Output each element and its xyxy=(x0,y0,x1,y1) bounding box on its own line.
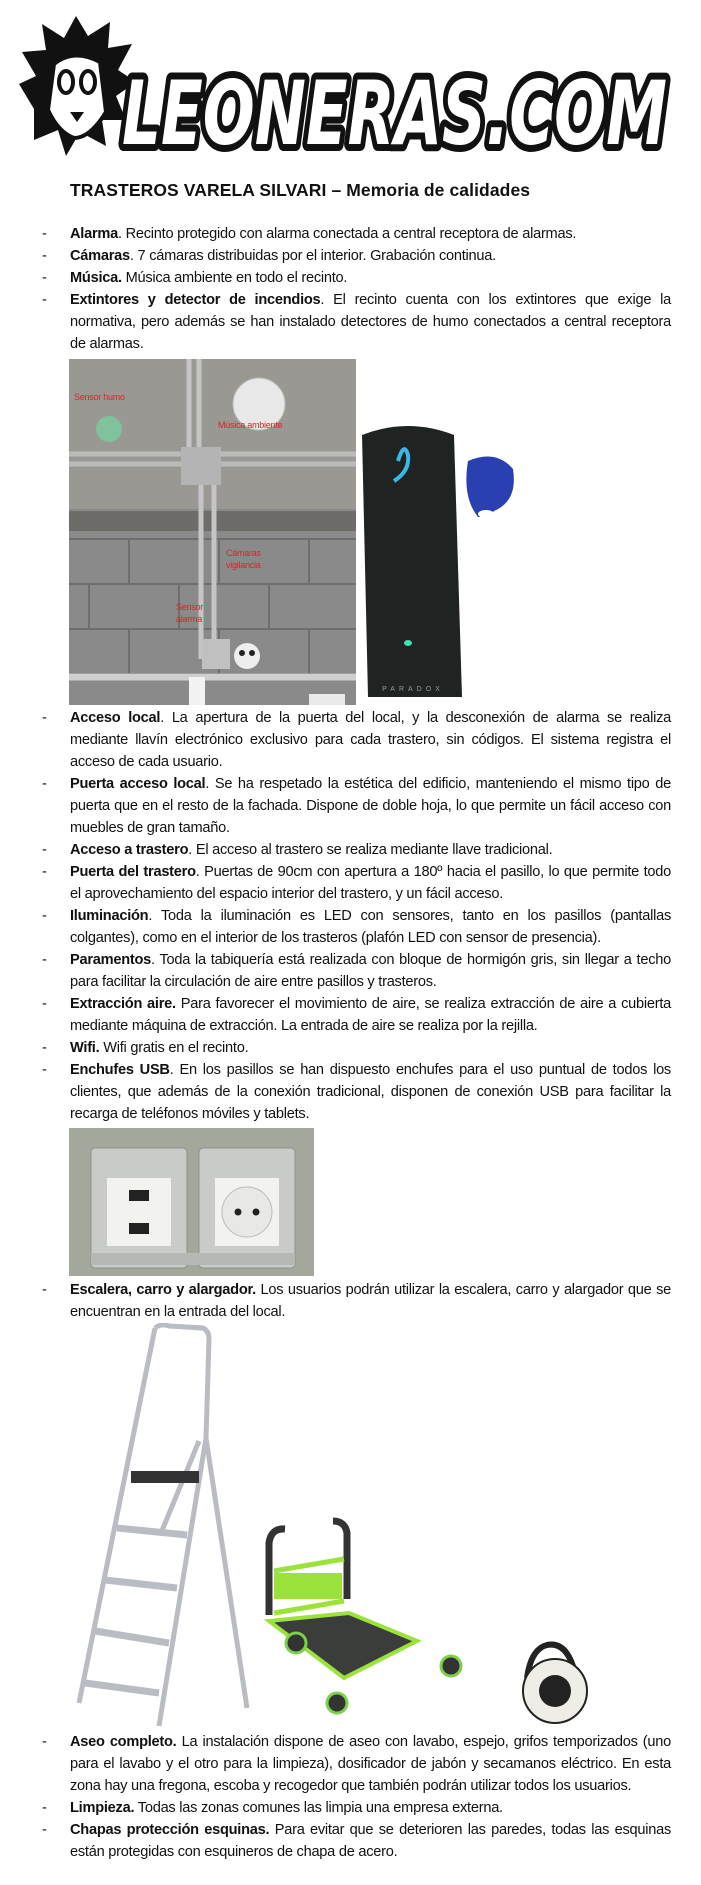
item-text: Toda la iluminación es LED con sensores, tanto en los pasillos (pantallas colgantes), como en el interior de los trasteros (plafón LED con sensor de presencia). xyxy=(70,908,671,946)
item-label: Paramentos xyxy=(70,952,152,968)
item-text: Para favorecer el movimiento de aire, se realiza extracción de aire a cubierta mediante máquina de extracción. La entrada de aire se realiza por la rejilla. xyxy=(70,996,671,1034)
equipment-photo xyxy=(0,1323,701,1731)
list-item xyxy=(0,905,701,949)
item-label: Escalera, carro y alargador. xyxy=(70,1282,256,1298)
item-text: Todas las zonas comunes las limpia una empresa externa. xyxy=(134,1800,503,1816)
item-label: Puerta acceso local xyxy=(70,776,206,792)
ceiling-installation-photo xyxy=(69,359,356,705)
bullet-dash: - xyxy=(42,1800,47,1816)
item-label-sep: . xyxy=(160,710,165,726)
item-text: Música ambiente en todo el recinto. xyxy=(121,270,348,286)
item-text: Puertas de 90cm con apertura a 180º hacia el pasillo, lo que permite todo el aprovechamiento del espacio interior del trastero, y un fácil acceso. xyxy=(70,864,671,902)
list-item xyxy=(0,1037,701,1059)
list-item xyxy=(0,861,701,905)
item-label: Enchufes USB xyxy=(70,1062,170,1078)
item-label-sep: . xyxy=(205,776,210,792)
item-text: En los pasillos se han dispuesto enchufes para el uso puntual de todos los clientes, que además de la conexión tradicional, disponen de conexión USB para facilitar la recarga de teléfonos móviles y tablets. xyxy=(70,1062,671,1122)
item-label-sep: . xyxy=(151,952,155,968)
list-item xyxy=(0,707,701,773)
label-cameras: Cámaras vigilancia xyxy=(226,548,261,570)
item-text: Wifi gratis en el recinto. xyxy=(99,1040,249,1056)
list-item xyxy=(0,1731,701,1797)
list-item xyxy=(0,1279,701,1323)
ladder-icon xyxy=(79,1325,247,1726)
cable-reel-icon xyxy=(523,1645,587,1723)
label-smoke-sensor: Sensor humo xyxy=(74,392,125,402)
bullet-dash: - xyxy=(42,1040,47,1056)
list-item xyxy=(0,773,701,839)
logo-text: LEONERAS.COM xyxy=(122,62,667,164)
list-item xyxy=(0,839,701,861)
list-item xyxy=(0,993,701,1037)
label-alarm-sensor: Sensor alarma xyxy=(176,602,204,624)
list-item xyxy=(0,1059,701,1125)
list-item xyxy=(0,1819,701,1863)
feature-list xyxy=(0,223,701,1863)
page-title: TRASTEROS VARELA SILVARI – Memoria de calidades xyxy=(70,180,531,200)
list-item xyxy=(0,267,701,289)
bullet-dash: - xyxy=(42,1734,47,1750)
bullet-dash: - xyxy=(42,1062,47,1078)
bullet-dash: - xyxy=(42,908,47,924)
item-label: Música. xyxy=(70,270,122,286)
bullet-dash: - xyxy=(42,292,47,308)
item-label: Acceso local xyxy=(70,710,161,726)
item-label: Limpieza. xyxy=(70,1800,135,1816)
bullet-dash: - xyxy=(42,1282,47,1298)
bullet-dash: - xyxy=(42,1822,47,1838)
item-label: Puerta del trastero xyxy=(70,864,196,880)
bullet-dash: - xyxy=(42,776,47,792)
ladder-cart-reel-image xyxy=(69,1323,589,1731)
item-text: El recinto cuenta con los extintores que exige la normativa, pero además se han instalado detectores de humo conectados a central receptora de alarmas. xyxy=(70,292,671,352)
bullet-dash: - xyxy=(42,270,47,286)
item-text: Se ha respetado la estética del edificio, manteniendo el mismo tipo de puerta que en el resto de la fachada. Dispone de doble hoja, lo que permite un fácil acceso con muebles de gran tamaño. xyxy=(70,776,671,836)
bullet-dash: - xyxy=(42,864,47,880)
usb-socket-photo xyxy=(69,1128,314,1276)
item-label: Chapas protección esquinas. xyxy=(70,1822,270,1838)
item-text: La instalación dispone de aseo con lavabo, espejo, grifos temporizados (uno para el lavabo y el otro para la limpieza), dosificador de jabón y secamanos eléctrico. En esta zona hay una fregona, escoba y recogedor que también podrán utilizar todos los usuarios. xyxy=(70,1734,671,1794)
item-label: Acceso a trastero xyxy=(70,842,189,858)
bullet-dash: - xyxy=(42,996,47,1012)
item-label-sep: . xyxy=(117,226,122,242)
list-item xyxy=(0,1797,701,1819)
item-label-sep: . xyxy=(148,908,153,924)
bullet-dash: - xyxy=(42,226,47,242)
list-item xyxy=(0,289,701,355)
access-reader-and-keyfob xyxy=(358,421,538,703)
item-text: Toda la tabiquería está realizada con bloque de hormigón gris, sin llegar a techo para facilitar la circulación de aire entre pasillos y trasteros. xyxy=(70,952,671,990)
item-text: La apertura de la puerta del local, y la desconexión de alarma se realiza mediante llavín electrónico exclusivo para cada trastero, sin códigos. El sistema registra el acceso de cada usuario. xyxy=(70,710,671,770)
item-label: Extintores y detector de incendios xyxy=(70,292,321,308)
item-text: Los usuarios podrán utilizar la escalera, carro y alargador que se encuentran en la entrada del local. xyxy=(70,1282,671,1320)
item-label: Wifi. xyxy=(70,1040,100,1056)
item-text: Recinto protegido con alarma conectada a central receptora de alarmas. xyxy=(121,226,577,242)
item-label: Extracción aire. xyxy=(70,996,176,1012)
item-label-sep: . xyxy=(188,842,193,858)
cart-icon xyxy=(269,1521,461,1713)
list-item xyxy=(0,223,701,245)
item-label-sep: . xyxy=(195,864,200,880)
item-label-sep: . xyxy=(320,292,325,308)
item-label-sep: . xyxy=(169,1062,174,1078)
bullet-dash: - xyxy=(42,952,47,968)
security-photos xyxy=(0,355,701,707)
usb-socket-photo-wrap xyxy=(0,1125,701,1279)
bullet-dash: - xyxy=(42,710,47,726)
reader-brand: PARADOX xyxy=(382,686,444,693)
item-text: Para evitar que se deterioren las paredes, todas las esquinas están protegidas con esquineros de chapa de acero. xyxy=(70,1822,672,1860)
item-label: Cámaras xyxy=(70,248,130,264)
leoneras-logo xyxy=(14,14,674,164)
item-label: Iluminación xyxy=(70,908,149,924)
item-label: Aseo completo. xyxy=(70,1734,177,1750)
lion-head-icon xyxy=(19,16,136,156)
label-ambient-music: Música ambiente xyxy=(218,420,283,430)
bullet-dash: - xyxy=(42,248,47,264)
list-item xyxy=(0,949,701,993)
list-item xyxy=(0,245,701,267)
bullet-dash: - xyxy=(42,842,47,858)
item-label: Alarma xyxy=(70,226,118,242)
item-label-sep: . xyxy=(129,248,134,264)
item-text: El acceso al trastero se realiza mediante llave tradicional. xyxy=(192,842,553,858)
item-text: 7 cámaras distribuidas por el interior. Grabación continua. xyxy=(133,248,496,264)
